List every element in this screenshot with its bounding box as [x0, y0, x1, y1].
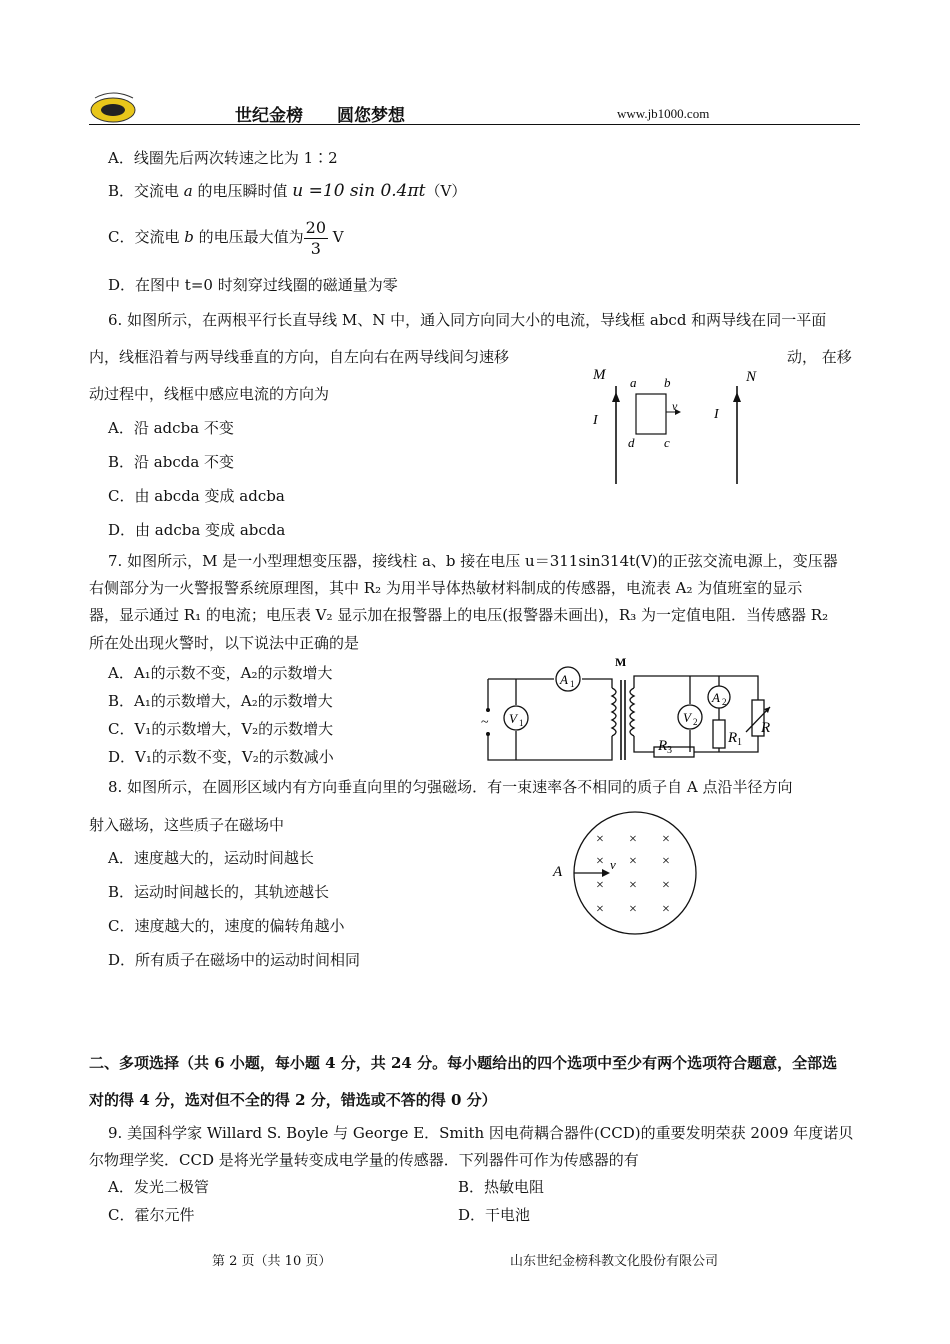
svg-text:×: × — [662, 854, 670, 869]
svg-text:1: 1 — [737, 737, 742, 748]
svg-text:R: R — [728, 730, 738, 746]
svg-text:2: 2 — [722, 697, 727, 707]
svg-text:×: × — [629, 832, 637, 847]
q9-stem-line1: 9. 美国科学家 Willard S. Boyle 与 George E．Smith 因电荷耦合器件(CCD)的重要发明荣获 2009 年度诺贝 — [108, 1124, 854, 1142]
q7-option-d: D．V₁的示数不变，V₂的示数减小 — [108, 748, 334, 766]
q6-option-c: C．由 abcda 变成 adcba — [108, 487, 285, 505]
q9-option-c: C．霍尔元件 — [108, 1206, 195, 1224]
svg-text:~: ~ — [481, 715, 489, 730]
q6-stem-line2a: 内，线框沿着与两导线垂直的方向，自左向右在两导线间匀速移 — [89, 348, 510, 366]
svg-text:c: c — [664, 435, 670, 450]
q5-option-a: A．线圈先后两次转速之比为 1∶2 — [108, 149, 338, 167]
svg-text:×: × — [596, 832, 604, 847]
q8-stem-line2: 射入磁场，这些质子在磁场中 — [89, 816, 285, 834]
footer-company: 山东世纪金榜科教文化股份有限公司 — [510, 1254, 719, 1269]
svg-text:3: 3 — [667, 745, 672, 756]
svg-text:×: × — [629, 854, 637, 869]
svg-text:M: M — [615, 655, 627, 669]
section2-heading-line2: 对的得 4 分，选对但不全的得 2 分，错选或不答的得 0 分） — [89, 1091, 497, 1109]
q9-stem-line2: 尔物理学奖．CCD 是将光学量转变成电学量的传感器．下列器件可作为传感器的有 — [89, 1151, 639, 1169]
q8-stem-line1: 8. 如图所示，在圆形区域内有方向垂直向里的匀强磁场．有一束速率各不相同的质子自 A 点沿半径方向 — [108, 778, 793, 796]
q7-stem-line3: 器，显示通过 R₁ 的电流；电压表 V₂ 显示加在报警器上的电压(报警器未画出)，R₃ 为一定值电阻．当传感器 R₂ — [89, 606, 829, 624]
q6-stem-line2b: 动， 在移 — [787, 348, 852, 366]
logo-icon — [89, 88, 141, 124]
q7-stem-line2: 右侧部分为一火警报警系统原理图，其中 R₂ 为用半导体热敏材料制成的传感器，电流表 A₂ 为值班室的显示 — [89, 579, 803, 597]
svg-text:×: × — [596, 854, 604, 869]
q5-option-d: D．在图中 t=0 时刻穿过线圈的磁通量为零 — [108, 276, 398, 294]
svg-text:b: b — [664, 375, 671, 390]
svg-text:d: d — [628, 435, 635, 450]
arrow-up-icon — [612, 392, 620, 402]
svg-text:1: 1 — [570, 679, 575, 689]
svg-text:×: × — [662, 902, 670, 917]
svg-text:a: a — [630, 375, 637, 390]
q8-option-b: B．运动时间越长的，其轨迹越长 — [108, 883, 330, 901]
arrow-right-icon — [602, 869, 610, 877]
header-url: www.jb1000.com — [617, 106, 710, 121]
svg-text:A: A — [712, 690, 720, 705]
q7-option-b: B．A₁的示数增大，A₂的示数增大 — [108, 692, 333, 710]
q6-stem-line3: 动过程中，线框中感应电流的方向为 — [89, 385, 330, 403]
section2-heading-line1: 二、多项选择（共 6 小题，每小题 4 分，共 24 分。每小题给出的四个选项中至少有两个选项符合题意，全部选 — [89, 1054, 838, 1072]
q8-option-d: D．所有质子在磁场中的运动时间相同 — [108, 951, 361, 969]
q6-option-d: D．由 adcba 变成 abcda — [108, 521, 286, 539]
svg-text:×: × — [662, 832, 670, 847]
q8-option-c: C．速度越大的，速度的偏转角越小 — [108, 917, 345, 935]
svg-text:V: V — [509, 711, 517, 726]
q5-option-b: B．交流电 a 的电压瞬时值 u =10 sin 0.4πt（V） — [108, 181, 467, 201]
svg-text:A: A — [553, 864, 563, 880]
svg-text:×: × — [596, 878, 604, 893]
q8-magnetic-field-figure — [548, 810, 708, 942]
svg-text:×: × — [662, 878, 670, 893]
svg-text:v: v — [610, 857, 616, 872]
svg-text:×: × — [596, 902, 604, 917]
q6-option-b: B．沿 abcda 不变 — [108, 453, 235, 471]
q9-option-d: D．干电池 — [458, 1206, 531, 1224]
svg-text:A: A — [560, 672, 568, 687]
svg-text:N: N — [746, 369, 757, 385]
q9-option-a: A．发光二极管 — [108, 1178, 209, 1196]
q5-option-c: C．交流电 b 的电压最大值为 $\frac{20}{3}$ V — [108, 217, 344, 258]
header-rule — [89, 124, 860, 125]
q7-circuit-figure — [478, 652, 778, 764]
svg-text:M: M — [593, 367, 606, 383]
svg-text:I: I — [714, 407, 719, 422]
q6-stem-line1: 6. 如图所示，在两根平行长直导线 M、N 中，通入同方向同大小的电流，导线框 abcd 和两导线在同一平面 — [108, 311, 827, 329]
svg-text:R: R — [658, 738, 668, 754]
svg-text:×: × — [629, 878, 637, 893]
q6-figure — [580, 362, 780, 490]
svg-text:I: I — [593, 413, 598, 428]
resistor-r1 — [713, 720, 725, 748]
q6-option-a: A．沿 adcba 不变 — [108, 419, 234, 437]
svg-text:v: v — [672, 399, 678, 413]
cross-marks — [596, 832, 670, 917]
svg-text:2: 2 — [693, 717, 698, 727]
fraction: $\frac{20}{3}$ — [305, 217, 326, 258]
q8-option-a: A．速度越大的，运动时间越长 — [108, 849, 314, 867]
svg-text:R: R — [761, 720, 771, 736]
svg-text:1: 1 — [519, 718, 524, 728]
header-title: 世纪金榜 圆您梦想 — [235, 106, 405, 126]
q7-stem-line4: 所在处出现火警时，以下说法中正确的是 — [89, 634, 360, 652]
q7-stem-line1: 7. 如图所示，M 是一小型理想变压器，接线柱 a、b 接在电压 u＝311sin314t(V)的正弦交流电源上，变压器 — [108, 552, 838, 570]
arrow-up-icon — [733, 392, 741, 402]
q9-option-b: B．热敏电阻 — [458, 1178, 545, 1196]
q7-option-a: A．A₁的示数不变，A₂的示数增大 — [108, 664, 333, 682]
footer-page-number: 第 2 页（共 10 页） — [212, 1254, 332, 1269]
svg-text:V: V — [683, 710, 691, 725]
wire-frame — [636, 394, 666, 434]
q7-option-c: C．V₁的示数增大，V₂的示数增大 — [108, 720, 334, 738]
svg-text:×: × — [629, 902, 637, 917]
